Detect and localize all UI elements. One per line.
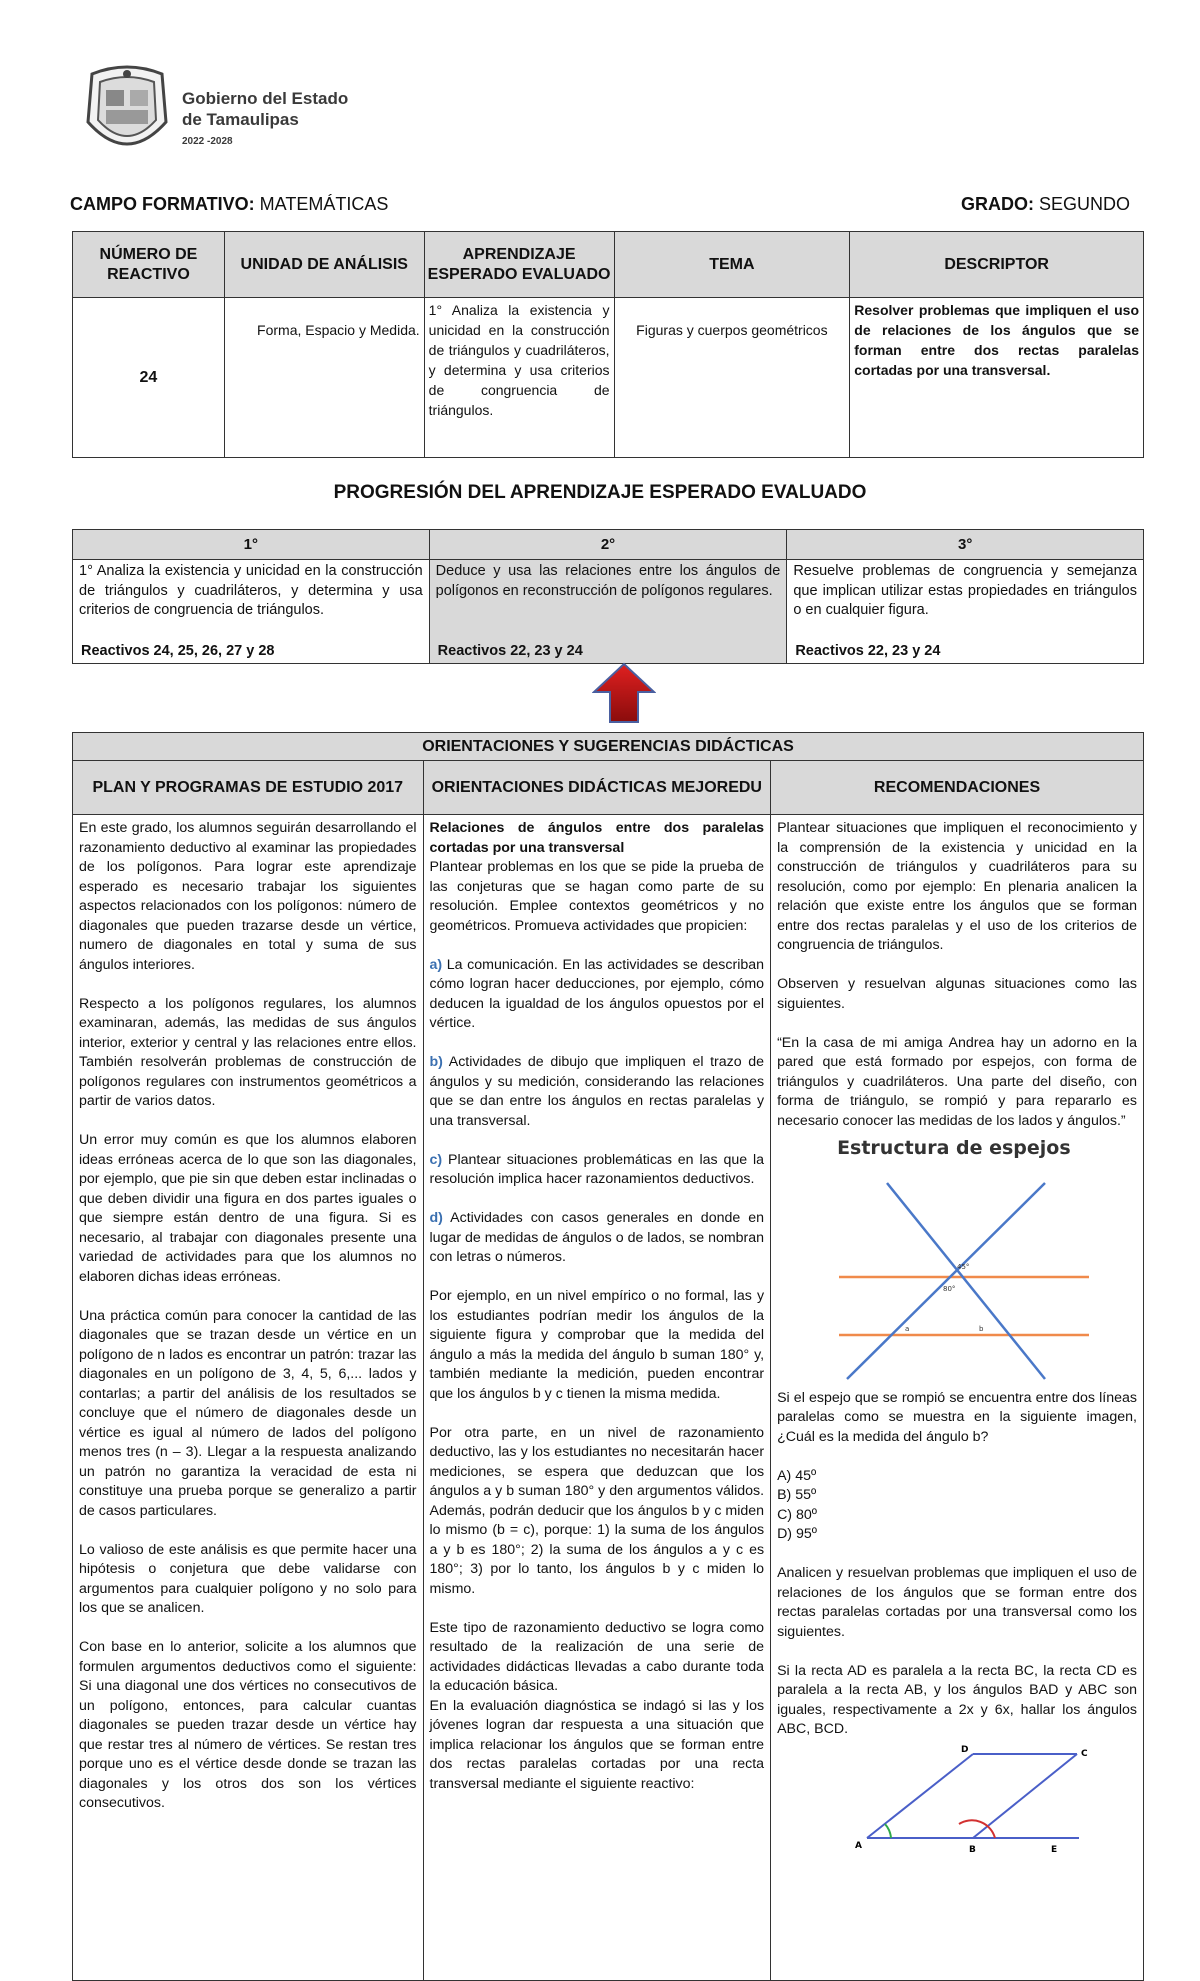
header-recomendaciones: RECOMENDACIONES xyxy=(771,761,1144,815)
recom-quote: “En la casa de mi amiga Andrea hay un adorno en la pared que está formado por espejos, con forma de triángulos y cuadriláteros. Una parte del diseño, con forma de triángulo, se rompió y para repararlo es necesario conocer las medidas de los lados y ángulos.” xyxy=(777,1034,1137,1129)
item-label: b) xyxy=(429,1054,443,1070)
recomendaciones-column xyxy=(771,815,1144,1981)
item-label: c) xyxy=(429,1151,443,1168)
item-text: Actividades con casos generales en donde en lugar de medidas de ángulos o de lados, se nombran con letras o números. xyxy=(429,1210,765,1265)
item-text: Actividades de dibujo que impliquen el trazo de ángulos y su medición, considerando las relaciones que se dan entre los ángulos en rectas paralelas y una transversal. xyxy=(429,1054,765,1129)
progresion-text-3: Resuelve problemas de congruencia y semejanza que implican utilizar estas propiedades en triángulos o en cualquier figura. xyxy=(793,563,1137,618)
grado xyxy=(961,194,1130,215)
recom-paragraph: Observen y resuelvan algunas situaciones como las siguientes. xyxy=(777,976,1137,1012)
logo-title xyxy=(182,88,348,130)
label-b: B xyxy=(969,1844,976,1855)
angle-label-80: 80° xyxy=(943,1284,956,1293)
label-a: A xyxy=(855,1840,863,1851)
progresion-cell-2 xyxy=(429,560,787,664)
grado-label: GRADO: xyxy=(960,194,1034,214)
mejoredu-paragraph: En la evaluación diagnóstica se indagó si las y los jóvenes logran dar respuesta a una situación que implica relacionar los ángulos que se forman entre dos rectas paralelas cortadas por una recta transversal mediante el siguiente reactivo: xyxy=(429,1697,765,1792)
angle-label-b: b xyxy=(979,1324,984,1333)
item-label: d) xyxy=(429,1210,443,1226)
up-arrow-icon xyxy=(592,662,656,724)
numero-reactivo: 24 xyxy=(73,298,225,458)
reactivo-table xyxy=(72,231,1144,458)
mejoredu-item-b xyxy=(430,1053,765,1131)
header-descriptor: DESCRIPTOR xyxy=(850,232,1144,298)
item-text: Plantear situaciones problemáticas en las que la resolución implica hacer razonamientos deductivos. xyxy=(429,1151,765,1187)
plan-paragraph: Una práctica común para conocer la cantidad de las diagonales que se trazan desde un vértice en un polígono de n lados es encontrar un patrón: trazar las diagonales en un polígono de 3, 4, 5, 6,... lados y contarlas; a partir del análisis de los resultados se concluye que el número de diagonales desde un vértice es igual al número de lados del polígono menos tres (n – 3). Llegar a la respuesta analizando un patrón no garantiza la veracidad de esta ni constituye una prueba porque se generalizo a partir de casos particulares. xyxy=(79,1307,417,1519)
mejoredu-column xyxy=(423,815,771,1981)
progresion-reactivos-2: Reactivos 22, 23 y 24 xyxy=(437,642,583,659)
progresion-text-2: Deduce y usa las relaciones entre los ángulos de polígonos en reconstrucción de polígonos regulares. xyxy=(435,563,781,599)
progresion-header-2: 2° xyxy=(429,530,787,560)
mejoredu-paragraph: Por ejemplo, en un nivel empírico o no formal, las y los estudiantes podrían medir los ángulos de la siguiente figura y comprobar que la medida del ángulo a más la medida del ángulo b suman 180° y, también mediante la medición, pueden encontrar que los ángulos b y c tienen la misma medida. xyxy=(429,1288,765,1402)
angle-label-45: 45° xyxy=(957,1262,970,1271)
segment-ad xyxy=(867,1754,973,1838)
label-c: C xyxy=(1081,1748,1088,1759)
progresion-cell-3 xyxy=(787,560,1144,664)
angle-label-a: a xyxy=(905,1324,910,1333)
mejoredu-paragraph: Este tipo de razonamiento deductivo se logra como resultado de la realización de una serie de actividades didácticas llevadas a cabo durante toda la educación básica. xyxy=(429,1619,765,1694)
progresion-title: PROGRESIÓN DEL APRENDIZAJE ESPERADO EVALUADO xyxy=(333,482,867,503)
mejoredu-item-a xyxy=(430,956,765,1034)
orientaciones-table xyxy=(72,732,1144,1981)
unidad-analisis: Forma, Espacio y Medida. xyxy=(224,298,424,458)
orientaciones-title: ORIENTACIONES Y SUGERENCIAS DIDÁCTICAS xyxy=(73,733,1144,761)
plan-paragraph: En este grado, los alumnos seguirán desarrollando el razonamiento deductivo al examinar las propiedades de los polígonos. Para lograr este aprendizaje esperado es necesario trabajar los siguientes aspectos relacionados con los polígonos: número de diagonales que pueden trazarse desde un vértice, numero de diagonales en total y suma de sus ángulos interiores. xyxy=(79,820,417,973)
transversal-left xyxy=(847,1183,1045,1379)
aprendizaje-esperado: 1° Analiza la existencia y unicidad en la construcción de triángulos y cuadriláteros, y determina y usa criterios de congruencia de triángulos. xyxy=(424,298,614,458)
angle-a-arc xyxy=(885,1824,891,1838)
mejoredu-intro: Plantear problemas en los que se pide la prueba de las conjeturas que se hagan como parte de su resolución. Emplee contextos geométricos y no geométricos. Promueva actividades que propicien: xyxy=(429,859,765,934)
logo-years: 2022 -2028 xyxy=(182,136,233,147)
mirror-structure-figure xyxy=(839,1163,1089,1383)
campo-value: MATEMÁTICAS xyxy=(259,194,389,214)
header-tema: TEMA xyxy=(614,232,850,298)
option-d: D) 95º xyxy=(777,1526,817,1542)
plan-paragraph: Lo valioso de este análisis es que permite hacer una hipótesis o conjetura que debe validarse con argumentos para cualquier polígono y no solo para los que se analicen. xyxy=(79,1541,417,1616)
label-d: D xyxy=(961,1744,969,1755)
transversal-right xyxy=(887,1183,1045,1379)
option-c: C) 80º xyxy=(777,1506,817,1523)
plan-paragraph: Un error muy común es que los alumnos elaboren ideas erróneas acerca de lo que son las diagonales, por ejemplo, que pie sin que deben estar inclinadas o que deben dividir una figura en dos partes iguales o que siempre están dentro de una figura. Si es necesario, al trabajar con diagonales presente una variedad de actividades para que los alumnos no elaboren dichas ideas erróneas. xyxy=(79,1132,417,1285)
mejoredu-heading: Relaciones de ángulos entre dos paralelas cortadas por una transversal xyxy=(429,820,765,856)
descriptor: Resolver problemas que impliquen el uso de relaciones de los ángulos que se forman entre dos rectas paralelas cortadas por una transversal. xyxy=(850,298,1144,458)
figure-title: Estructura de espejos xyxy=(837,1137,1071,1159)
progresion-header-3: 3° xyxy=(787,530,1144,560)
campo-label: CAMPO FORMATIVO: xyxy=(70,194,255,214)
progresion-header-1: 1° xyxy=(73,530,430,560)
progresion-table xyxy=(72,529,1144,664)
logo-line2: de Tamaulipas xyxy=(182,110,299,129)
plan-column xyxy=(73,815,424,1981)
recom-paragraph: Si la recta AD es paralela a la recta BC, la recta CD es paralela a la recta AB, y los ángulos BAD y ABC son iguales, respectivamente a 2x y 6x, hallar los ángulos ABC, BCD. xyxy=(777,1662,1137,1737)
mejoredu-item-d xyxy=(430,1209,765,1268)
item-label: a) xyxy=(429,956,443,973)
segment-bc xyxy=(973,1754,1077,1838)
option-a: A) 45º xyxy=(777,1467,817,1484)
coat-of-arms-icon xyxy=(82,62,172,160)
recom-paragraph: Plantear situaciones que impliquen el reconocimiento y la comprensión de la existencia y unicidad en la construcción de triángulos y cuadriláteros para su resolución, como por ejemplo: En plenaria analicen la relación que existe entre los ángulos que se forman entre dos rectas paralelas y el uso de los criterios de congruencia de triángulos. xyxy=(777,820,1137,953)
progresion-cell-1 xyxy=(73,560,430,664)
parallelogram-figure xyxy=(843,1744,1103,1856)
label-e: E xyxy=(1051,1844,1058,1855)
answer-options xyxy=(777,1467,1137,1545)
plan-paragraph: Con base en lo anterior, solicite a los alumnos que formulen argumentos deductivos como el siguiente: Si una diagonal une dos vértices no consecutivos de un polígono, entonces, para calcular cuantas diagonales se pueden trazar desde un vértice hay que restar tres al número de vértices. Se restan tres porque uno es el vértice desde donde se trazan las diagonales y los otros dos son los vértices consecutivos. xyxy=(79,1639,417,1811)
progresion-reactivos-1: Reactivos 24, 25, 26, 27 y 28 xyxy=(81,642,275,659)
item-text: La comunicación. En las actividades se describan cómo logran hacer deducciones, por ejemplo, cómo deducen la igualdad de los ángulos opuestos por el vértice. xyxy=(429,956,765,1031)
tema: Figuras y cuerpos geométricos xyxy=(614,298,850,458)
progresion-text-1: 1° Analiza la existencia y unicidad en la construcción de triángulos y cuadriláteros, y determina y usa criterios de congruencia de triángulos. xyxy=(79,563,423,618)
grado-value: SEGUNDO xyxy=(1038,194,1130,214)
logo-line1: Gobierno del Estado xyxy=(182,89,349,108)
campo-formativo xyxy=(70,194,388,215)
recom-question: Si el espejo que se rompió se encuentra entre dos líneas paralelas como se muestra en la siguiente imagen, ¿Cuál es la medida del ángulo b? xyxy=(777,1389,1137,1445)
header-numero: NÚMERO DE REACTIVO xyxy=(73,232,225,298)
mejoredu-item-c xyxy=(430,1151,765,1190)
recom-paragraph: Analicen y resuelvan problemas que impliquen el uso de relaciones de los ángulos que se forman entre dos rectas paralelas cortadas por una transversal como los siguientes. xyxy=(777,1565,1137,1640)
header-mejoredu: ORIENTACIONES DIDÁCTICAS MEJOREDU xyxy=(423,761,771,815)
header-plan: PLAN Y PROGRAMAS DE ESTUDIO 2017 xyxy=(73,761,424,815)
progresion-reactivos-3: Reactivos 22, 23 y 24 xyxy=(795,642,941,659)
mejoredu-paragraph: Por otra parte, en un nivel de razonamiento deductivo, las y los estudiantes no necesitarán hacer mediciones, se espera que deduzcan que los ángulos a y b suman 180° y den argumentos válidos. Además, podrán deducir que los ángulos b y c miden lo mismo (b = c), porque: 1) la suma de los ángulos a y b es 180°; 2) la suma de los ángulos a y c es 180°; 3) por lo tanto, los ángulos b y c miden lo mismo. xyxy=(429,1424,765,1597)
plan-paragraph: Respecto a los polígonos regulares, los alumnos examinaran, además, las medidas de sus ángulos interior, exterior y central y las relaciones entre ellos. También resolverán problemas de construcción de polígonos regulares con instrumentos geométricos a partir de varios datos. xyxy=(79,995,417,1109)
header-unidad: UNIDAD DE ANÁLISIS xyxy=(224,232,424,298)
option-b: B) 55º xyxy=(777,1487,817,1503)
header-aprendizaje: APRENDIZAJE ESPERADO EVALUADO xyxy=(424,232,614,298)
